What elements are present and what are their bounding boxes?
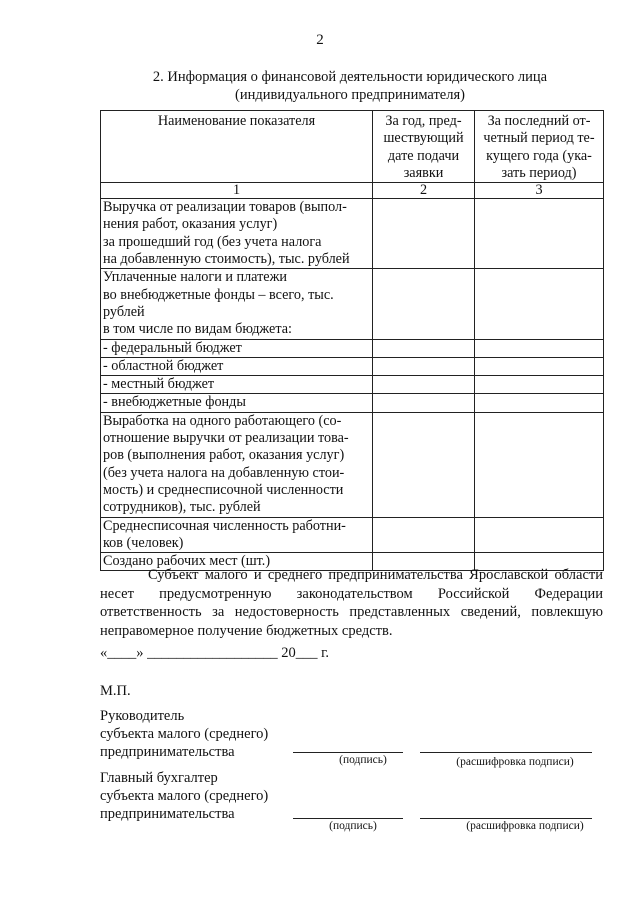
- table-row-regional-budget: [101, 357, 604, 375]
- column-number-2: 2: [373, 183, 475, 199]
- value-cell-current-period: [475, 376, 604, 394]
- financial-info-table: [100, 110, 604, 571]
- head-name-line[interactable]: [420, 752, 592, 753]
- row-name: - внебюджетные фонды: [101, 394, 373, 412]
- value-cell-current-period: [475, 412, 604, 517]
- head-role-label: Руководитель субъекта малого (среднего) предпринимательства: [100, 708, 269, 760]
- page-number: 2: [316, 32, 324, 48]
- value-cell-prev-year: [373, 394, 475, 412]
- row-name: Выработка на одного работающего (со- отношение выручки от реализации това- ров (выполнения работ, оказания услуг) (без учета налога на добавленную стои- мость) и среднесписочной численности сотрудников), тыс. рублей: [101, 412, 373, 517]
- table-row-extrabudgetary-funds: [101, 394, 604, 412]
- table-row-local-budget: [101, 376, 604, 394]
- value-cell-current-period: [475, 394, 604, 412]
- table-row-headcount: [101, 517, 604, 553]
- value-cell-current-period: [475, 357, 604, 375]
- head-name-caption: (расшифровка подписи): [456, 756, 574, 768]
- column-header-indicator: Наименование показателя: [101, 111, 373, 183]
- value-cell-prev-year: [373, 357, 475, 375]
- row-name: - областной бюджет: [101, 357, 373, 375]
- row-name: - федеральный бюджет: [101, 339, 373, 357]
- value-cell-prev-year: [373, 199, 475, 269]
- liability-statement: Субъект малого и среднего предпринимательства Ярославской области несет предусмотренную законодательством Российской Федерации ответственность за недостоверность представленных сведений, повлекшую неправомерное получение бюджетных средств.: [100, 567, 603, 639]
- value-cell-prev-year: [373, 412, 475, 517]
- column-header-current-period: За последний от- четный период те- кущего года (ука- зать период): [475, 111, 604, 183]
- table-row-output-per-worker: [101, 412, 604, 517]
- accountant-name-line[interactable]: [420, 818, 592, 819]
- column-number-3: 3: [475, 183, 604, 199]
- table-row-federal-budget: [101, 339, 604, 357]
- value-cell-current-period: [475, 199, 604, 269]
- heading-line-1: 2. Информация о финансовой деятельности юридического лица: [152, 69, 548, 85]
- column-number-1: 1: [101, 183, 373, 199]
- accountant-signature-caption: (подпись): [329, 820, 377, 832]
- date-line: «____» __________________ 20___ г.: [100, 645, 330, 661]
- section-heading: [100, 68, 600, 104]
- value-cell-prev-year: [373, 517, 475, 553]
- value-cell-prev-year: [373, 269, 475, 339]
- row-name: Создано рабочих мест (шт.): [101, 553, 373, 571]
- row-name: Уплаченные налоги и платежи во внебюджетные фонды – всего, тыс. рублей в том числе по видам бюджета:: [101, 269, 373, 339]
- column-header-prev-year: За год, пред- шествующий дате подачи заявки: [373, 111, 475, 183]
- row-name: - местный бюджет: [101, 376, 373, 394]
- head-signature-line[interactable]: [293, 752, 403, 753]
- table-row-taxes-total: [101, 269, 604, 339]
- accountant-role-label: Главный бухгалтер субъекта малого (среднего) предпринимательства: [100, 770, 269, 822]
- head-signature-caption: (подпись): [339, 754, 387, 766]
- value-cell-current-period: [475, 269, 604, 339]
- row-name: Выручка от реализации товаров (выпол- нения работ, оказания услуг) за прошедший год (без учета налога на добавленную стоимость), тыс. рублей: [101, 199, 373, 269]
- stamp-placeholder: М.П.: [100, 683, 131, 699]
- row-name: Среднесписочная численность работни- ков (человек): [101, 517, 373, 553]
- value-cell-prev-year: [373, 339, 475, 357]
- heading-line-2: (индивидуального предпринимателя): [235, 87, 465, 103]
- value-cell-prev-year: [373, 376, 475, 394]
- table-row-revenue: [101, 199, 604, 269]
- accountant-signature-line[interactable]: [293, 818, 403, 819]
- value-cell-current-period: [475, 517, 604, 553]
- accountant-name-caption: (расшифровка подписи): [466, 820, 584, 832]
- value-cell-current-period: [475, 339, 604, 357]
